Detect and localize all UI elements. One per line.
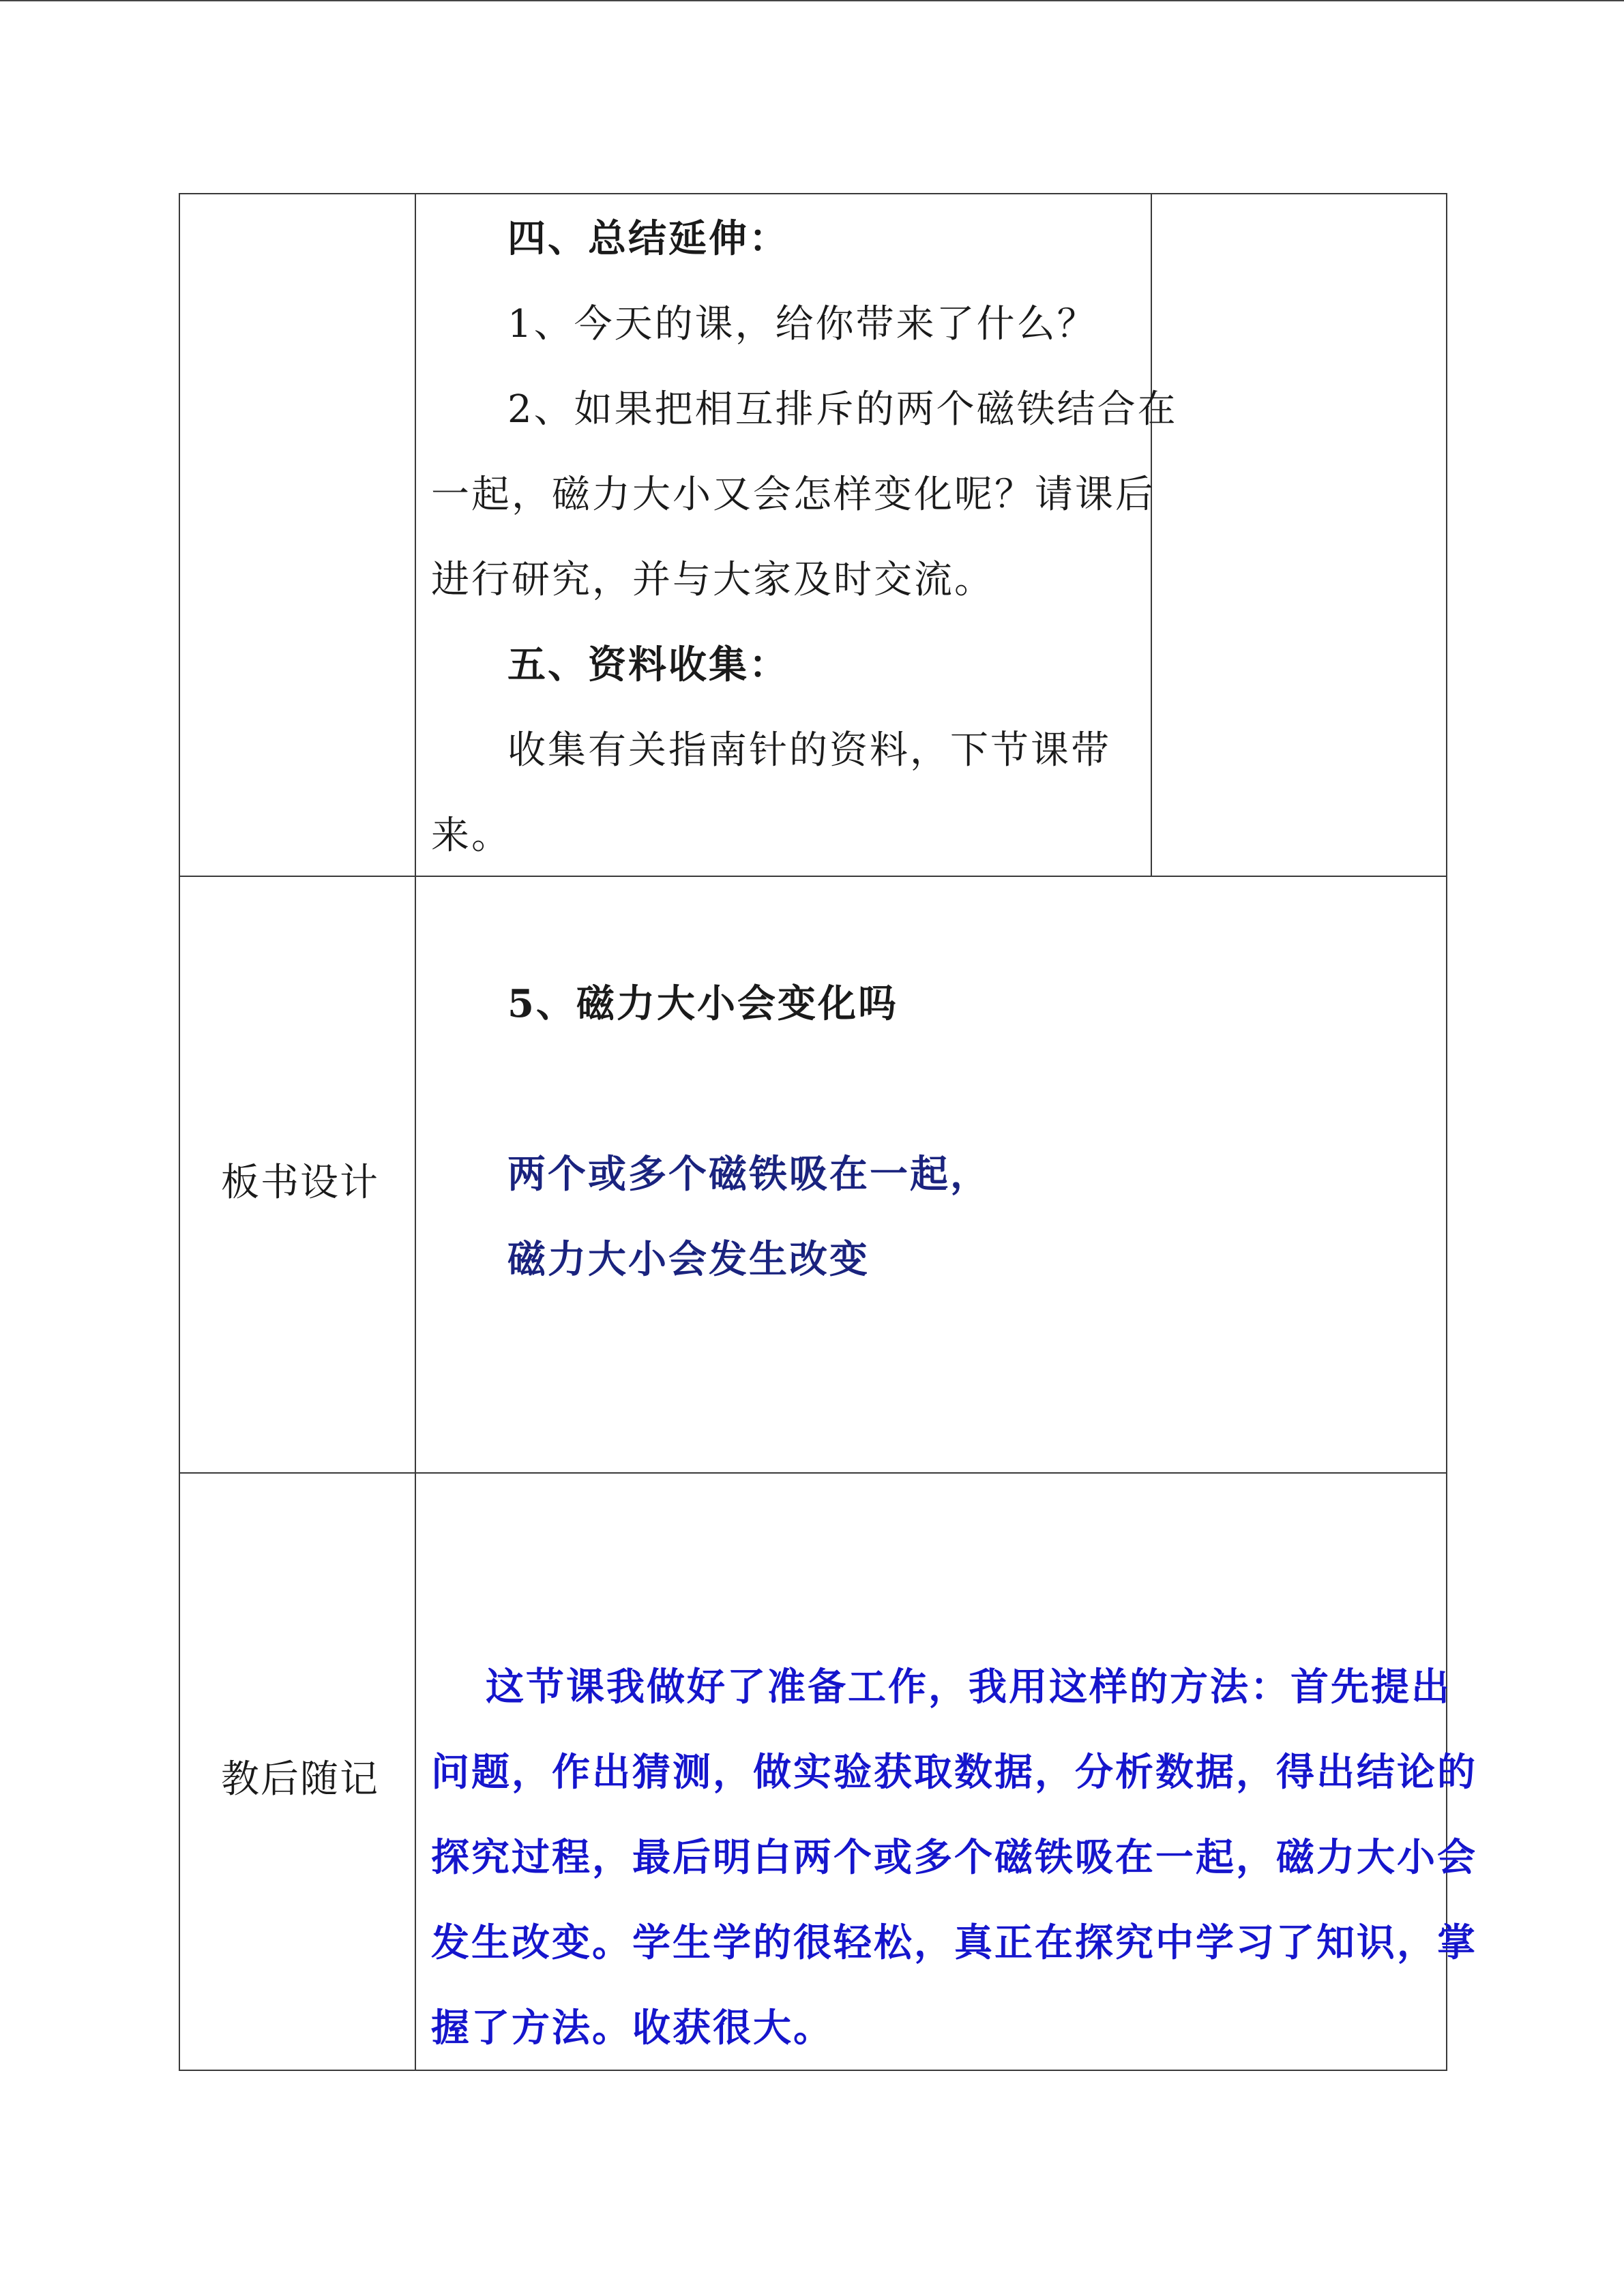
summary-heading: 四、总结延伸：	[507, 216, 789, 261]
question-1: 1、今天的课，给你带来了什么？	[507, 302, 1097, 346]
question-2-line-1: 2、如果把相互排斥的两个磁铁结合在	[507, 387, 1178, 432]
reflection-line-4: 发生改变。学生学的很轻松，真正在探究中学习了知识，掌	[431, 1920, 1477, 1965]
collect-line-2: 来。	[431, 814, 512, 858]
board-line-1: 两个或多个磁铁吸在一起，	[507, 1152, 990, 1197]
reflection-line-5: 握了方法。收获很大。	[431, 2006, 833, 2051]
question-2-line-2: 一起，磁力大小又会怎样变化呢？请课后	[431, 473, 1155, 517]
col-divider-left	[415, 194, 416, 2070]
collect-heading: 五、资料收集：	[507, 642, 789, 687]
question-2-line-3: 进行研究，并与大家及时交流。	[431, 558, 994, 602]
reflection-line-3: 探究过程，最后明白两个或多个磁铁吸在一起，磁力大小会	[431, 1835, 1477, 1880]
page-top-rule	[0, 0, 1624, 1]
reflection-line-2: 问题，作出猜测，做实验获取数据，分析数据，得出结论的	[431, 1750, 1477, 1795]
reflection-line-1: 这节课我做好了准备工作，我用这样的方法：首先提出	[486, 1665, 1451, 1710]
collect-line-1: 收集有关指南针的资料，下节课带	[507, 728, 1111, 773]
board-design-label: 板书设计	[221, 1161, 379, 1205]
row-divider-1	[180, 876, 1446, 877]
reflection-label: 教后随记	[221, 1757, 379, 1802]
row-divider-2	[180, 1472, 1446, 1474]
board-line-2: 磁力大小会发生改变	[507, 1237, 870, 1282]
board-title: 5、磁力大小会变化吗	[507, 981, 898, 1026]
